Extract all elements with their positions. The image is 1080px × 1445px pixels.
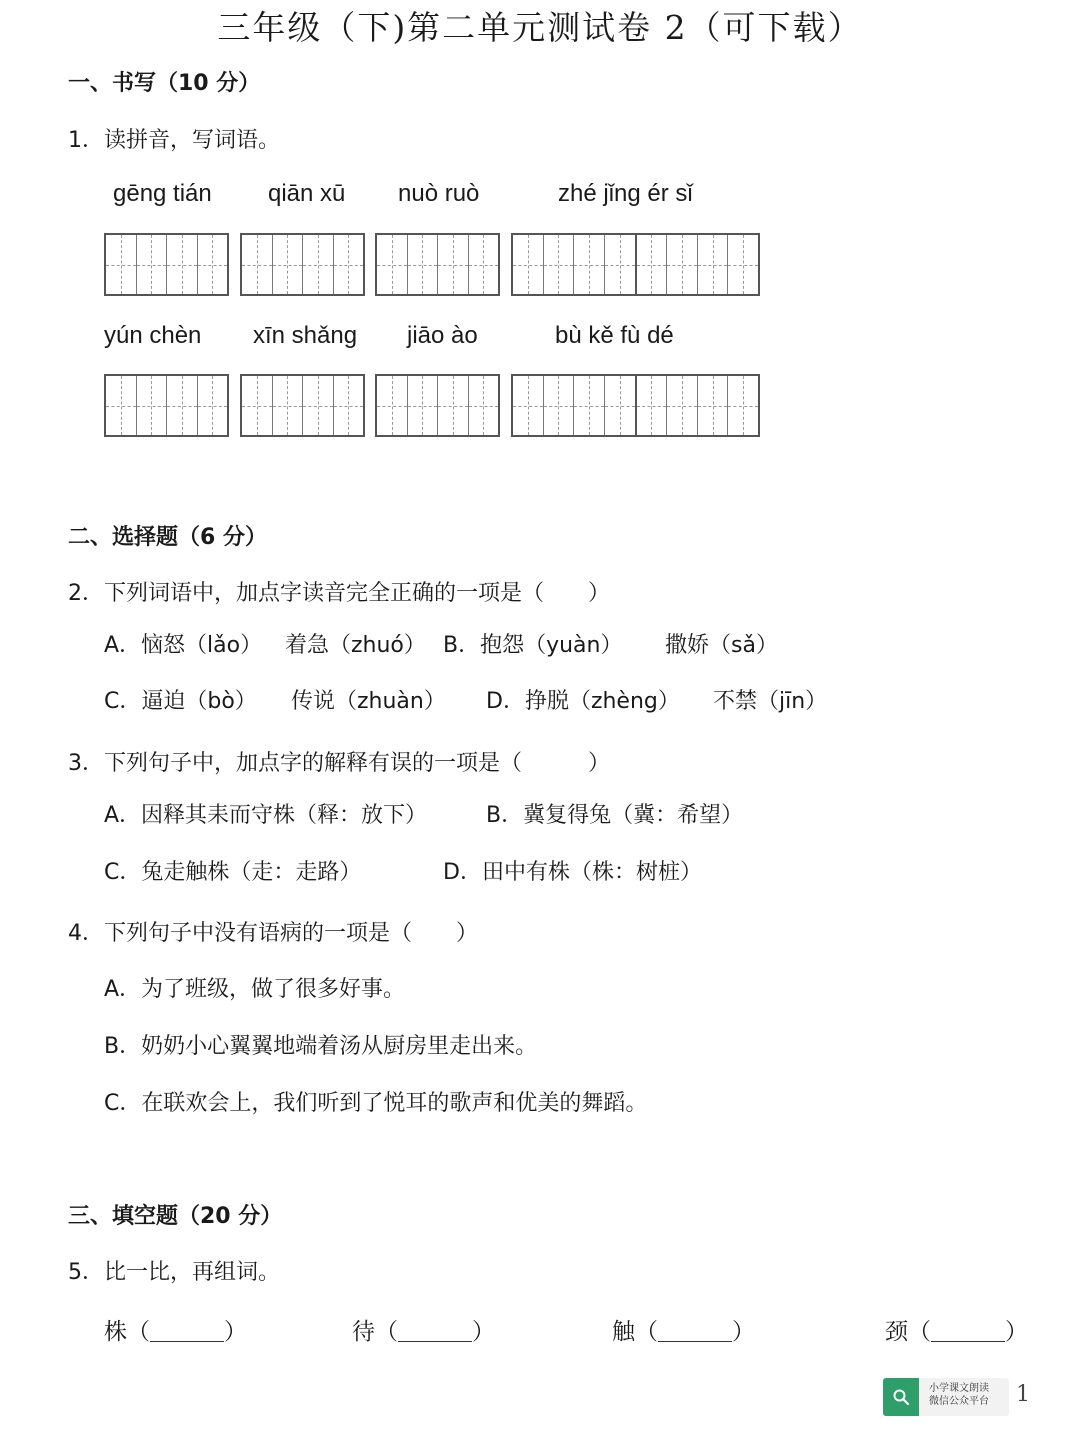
blank-char: 待 [352, 1319, 375, 1345]
writing-grid-2[interactable] [104, 233, 229, 296]
pinyin-label: qiān xū [268, 180, 346, 207]
option-b-item: 撒娇（sǎ） [665, 633, 778, 658]
writing-grid-2[interactable] [375, 233, 500, 296]
pinyin-label: gēng tián [113, 180, 212, 207]
question-2-prompt: 2．下列词语中，加点字读音完全正确的一项是（ ） [68, 581, 610, 606]
search-icon [883, 1378, 919, 1416]
answer-blank[interactable] [658, 1321, 732, 1342]
option-c-item: 传说（zhuàn） [291, 689, 446, 714]
page-title: 三年级（下)第二单元测试卷 2（可下载） [217, 8, 863, 47]
option-c[interactable]: C．在联欢会上，我们听到了悦耳的歌声和优美的舞蹈。 [104, 1091, 648, 1116]
answer-blank[interactable] [931, 1321, 1005, 1342]
section-heading-fill-in: 三、填空题（20 分） [68, 1204, 283, 1229]
option-c[interactable]: C．逼迫（bò） [104, 689, 257, 714]
question-4-prompt: 4．下列句子中没有语病的一项是（ ） [68, 921, 478, 946]
option-a[interactable]: A．因释其耒而守株（释：放下） [104, 803, 428, 828]
section-heading-writing: 一、书写（10 分） [68, 71, 261, 96]
answer-blank[interactable] [150, 1321, 224, 1342]
blank-char: 颈 [885, 1319, 908, 1345]
pinyin-label: zhé jǐng ér sǐ [558, 180, 693, 207]
option-b[interactable]: B．冀复得兔（冀：希望） [486, 803, 744, 828]
section-heading-multiple-choice: 二、选择题（6 分） [68, 525, 267, 550]
fill-blank-item[interactable]: 颈（ ） [885, 1319, 1028, 1345]
writing-grid-2[interactable] [240, 233, 365, 296]
answer-blank[interactable] [398, 1321, 472, 1342]
writing-grid-4[interactable] [511, 233, 760, 296]
wechat-account-logo [883, 1378, 1009, 1416]
pinyin-label: nuò ruò [398, 180, 480, 207]
pinyin-label: jiāo ào [407, 322, 478, 349]
option-a[interactable]: A．恼怒（lǎo） [104, 633, 263, 658]
writing-grid-2[interactable] [104, 374, 229, 437]
page-number: 1 [1016, 1382, 1030, 1407]
pinyin-label: bù kě fù dé [555, 322, 674, 349]
writing-grid-4[interactable] [511, 374, 760, 437]
pinyin-label: yún chèn [104, 322, 202, 349]
option-b[interactable]: B．奶奶小心翼翼地端着汤从厨房里走出来。 [104, 1034, 538, 1059]
logo-line-2: 微信公众平台 [929, 1396, 989, 1407]
option-d[interactable]: D．田中有株（株：树桩） [443, 860, 702, 885]
logo-text [929, 1382, 989, 1408]
option-b[interactable]: B．抱怨（yuàn） [443, 633, 623, 658]
option-c[interactable]: C．兔走触株（走：走路） [104, 860, 362, 885]
question-1-prompt: 1．读拼音，写词语。 [68, 128, 280, 153]
fill-blank-item[interactable]: 株（ ） [104, 1319, 247, 1345]
option-a-item: 着急（zhuó） [285, 633, 426, 658]
option-d[interactable]: D．挣脱（zhèng） [486, 689, 680, 714]
fill-blank-item[interactable]: 待（ ） [352, 1319, 495, 1345]
option-a[interactable]: A．为了班级，做了很多好事。 [104, 977, 406, 1002]
logo-line-1: 小学课文朗读 [929, 1383, 989, 1394]
writing-grid-2[interactable] [375, 374, 500, 437]
blank-char: 株 [104, 1319, 127, 1345]
writing-grid-2[interactable] [240, 374, 365, 437]
pinyin-label: xīn shǎng [253, 322, 358, 349]
question-3-prompt: 3．下列句子中，加点字的解释有误的一项是（ ） [68, 751, 610, 776]
blank-char: 触 [612, 1319, 635, 1345]
option-d-item: 不禁（jīn） [713, 689, 828, 714]
question-5-prompt: 5．比一比，再组词。 [68, 1260, 280, 1285]
fill-blank-item[interactable]: 触（ ） [612, 1319, 755, 1345]
